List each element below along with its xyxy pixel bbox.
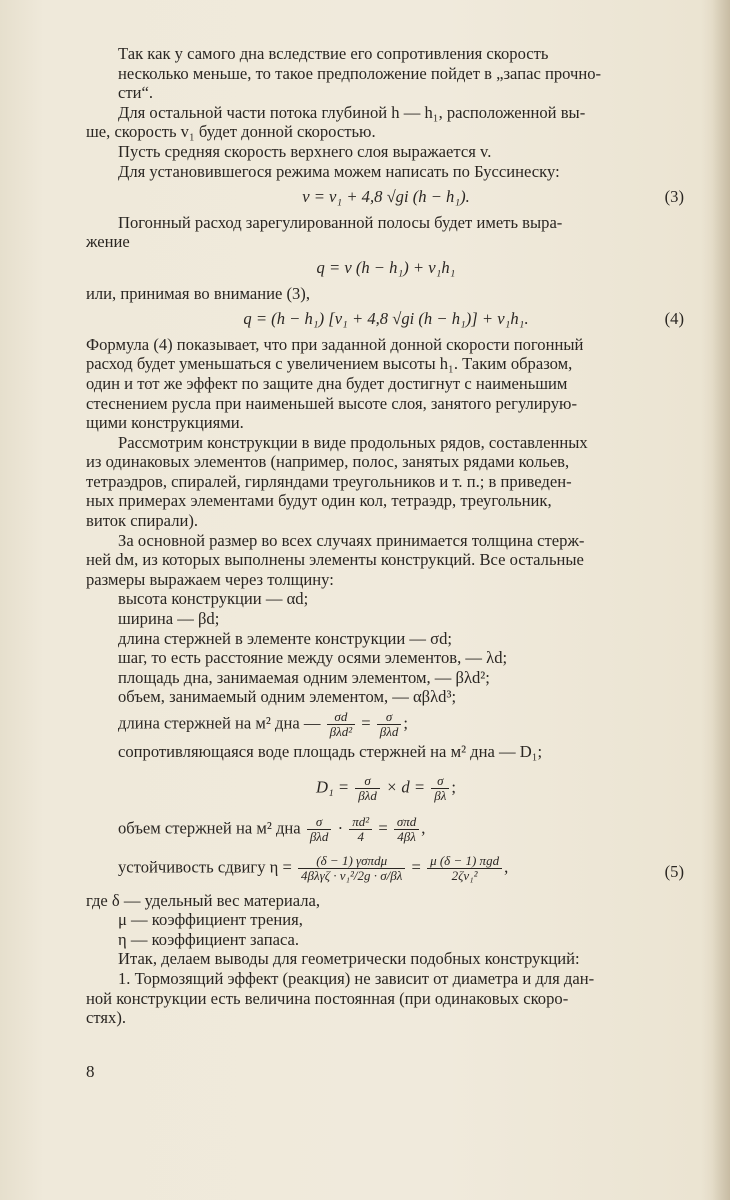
text-line: Так как у самого дна вследствие его сопротивления скорость [118,44,549,63]
text-line: из одинаковых элементов (например, полос, занятых рядами кольев, [86,452,570,472]
denominator: βλd [358,787,377,803]
volume-label: объем стержней на м² дна [118,817,301,837]
list-item: сопротивляющаяся воде площадь стержней на м² дна — D₁; [118,742,543,761]
paragraph-7 [86,335,686,433]
text-line: стеснением русла при наименьшей высоте слоя, занятого регулирую- [86,393,577,413]
definition-line: η — коэффициент запаса. [118,929,300,949]
paragraph-11 [86,969,686,1028]
equation-number: (5) [664,861,684,881]
numerator: πd² [349,815,372,830]
text-line: размеры выражаем через толщину: [86,569,334,589]
list-item: площадь дна, занимаемая одним элементом, — βλd²; [118,667,490,687]
equation-D1: D₁ = $\frac{\sigma}{\text{βλd}}$ × d = $\frac{\sigma}{\beta\lambda}$ ; [316,772,456,803]
denominator: 2ζv₁² [451,867,478,883]
fraction [349,815,372,844]
equation-number: (3) [664,187,684,207]
stability-label: устойчивость сдвигу η = [118,856,292,876]
denominator: βλd² [329,724,353,739]
numerator: σ [431,774,449,789]
paragraph-8 [86,433,686,531]
text-line: виток спирали). [86,511,199,531]
volume-line: объем стержней на м² дна $\frac{\sigma}{\text{βλd}}$ · $\frac{\text{πd²}}{4}$ = $\frac{\text{σπd}}{4\beta\lambda}$ , [118,813,426,844]
denominator: βλd [379,724,399,739]
text-line: Для остальной части потока глубиной h — h₁, расположенной вы- [118,102,586,122]
spacer [86,883,686,891]
numerator: (δ − 1) γσπdμ [298,854,405,869]
text-line: стях). [86,1008,127,1028]
equation-5: устойчивость сдвигу η = $\frac{\text{(δ − 1) γσπdμ}}{\text{4βλγζ · v₁²/2g · σ/βλ}}$ = $\frac{\text{μ (δ − 1) πgd}}{\text{2ζv₁²}}$ , (5) [118,852,684,883]
paragraph-3 [86,142,686,162]
page-number: 8 [86,1062,95,1081]
text-line: расход будет уменьшаться с увеличением высоты h₁. Таким образом, [86,354,573,374]
list-item-rod-length: длина стержней на м² дна — $\frac{\sigma d}{\text{βλd²}}$ = $\frac{\sigma}{\text{βλd}}$ ; [118,709,409,739]
text-line: За основной размер во всех случаях принимается толщина стерж- [118,530,585,550]
denominator: 4βλγζ · v₁²/2g · σ/βλ [300,867,403,883]
list-item: длина стержней в элементе конструкции — σd; [118,628,453,648]
text-line: ной конструкции есть величина постоянная (при одинаковых скоро- [86,988,569,1008]
fraction [377,710,402,739]
paragraph-1 [86,44,686,103]
definition-line: где δ — удельный вес материала, [86,890,321,910]
fraction [307,815,332,844]
definition-line: μ — коэффициент трения, [118,910,303,930]
text-line: Формула (4) показывает, что при заданной донной скорости погонный [86,334,584,354]
numerator: σπd [394,815,419,830]
text-line: или, принимая во внимание (3), [86,283,310,303]
equation-mid: × d = [386,776,426,796]
text-line: Рассмотрим конструкции в виде продольных рядов, составленных [118,432,588,452]
text-line: Погонный расход зарегулированной полосы будет иметь выра- [118,212,563,232]
text-line: тетраэдров, спиралей, гирляндами треугольников и т. п.; в приведен- [86,471,572,491]
paragraph-4 [86,162,686,182]
text-line: ных примерах элементами будут один кол, тетраэдр, треугольник, [86,491,552,511]
equation-3 [86,187,686,207]
paragraph-10 [86,949,686,969]
fraction [355,774,380,803]
page-edge-shadow [712,0,730,1200]
fraction [298,854,405,883]
numerator: σ [355,774,380,789]
list-item: высота конструкции — αd; [118,589,309,609]
page-text [86,44,686,1028]
list-item: ширина — βd; [118,609,220,629]
numerator: σd [327,710,356,725]
text-line: сти“. [118,83,154,103]
denominator: 4 [357,828,364,844]
fraction [327,710,356,739]
text-line: Итак, делаем выводы для геометрически подобных конструкций: [118,949,580,969]
paragraph-9 [86,531,686,590]
equation-body: q = (h − h₁) [v₁ + 4,8 √gi (h − h₁)] + v₁h₁. [243,309,529,329]
text-line: жение [86,232,130,252]
denominator: βλ [434,787,447,803]
fraction [394,815,419,844]
numerator: σ [377,710,402,725]
fraction [431,774,449,803]
equation-lhs: D₁ = [316,776,350,796]
text-line: ше, скорость v₁ будет донной скоростью. [86,122,376,142]
paragraph-6 [86,284,686,304]
numerator: μ (δ − 1) πgd [427,854,502,869]
denominator: βλd [309,828,329,844]
text-line: Пусть средняя скорость верхнего слоя выражается v. [118,141,492,161]
equation-number: (4) [664,309,684,329]
equation-body: q = v (h − h₁) + v₁h₁ [316,257,456,277]
text-line: один и тот же эффект по защите дна будет достигнут с наименьшим [86,373,568,393]
numerator: σ [307,815,332,830]
equation-body: v = v₁ + 4,8 √gi (h − h₁). [302,187,470,207]
equation-4 [86,309,686,329]
rod-length-label: длина стержней на м² дна — [118,713,321,733]
list-item: объем, занимаемый одним элементом, — αβλd³; [118,687,457,707]
paragraph-2 [86,103,686,142]
text-line: несколько меньше, то такое предположение пойдет в „запас прочно- [118,63,602,83]
symbol-definitions [86,891,686,950]
fraction [427,854,502,883]
paragraph-5 [86,213,686,252]
text-line: ней dм, из которых выполнены элементы конструкций. Все остальные [86,550,584,570]
text-line: 1. Тормозящий эффект (реакция) не зависит от диаметра и для дан- [118,968,595,988]
denominator: 4βλ [397,828,416,844]
text-line: щими конструкциями. [86,413,244,433]
dimension-list [86,589,686,761]
equation-q [86,258,686,278]
text-line: Для установившегося режима можем написать по Буссинеску: [118,161,560,181]
list-item: шаг, то есть расстояние между осями элементов, — λd; [118,648,508,668]
